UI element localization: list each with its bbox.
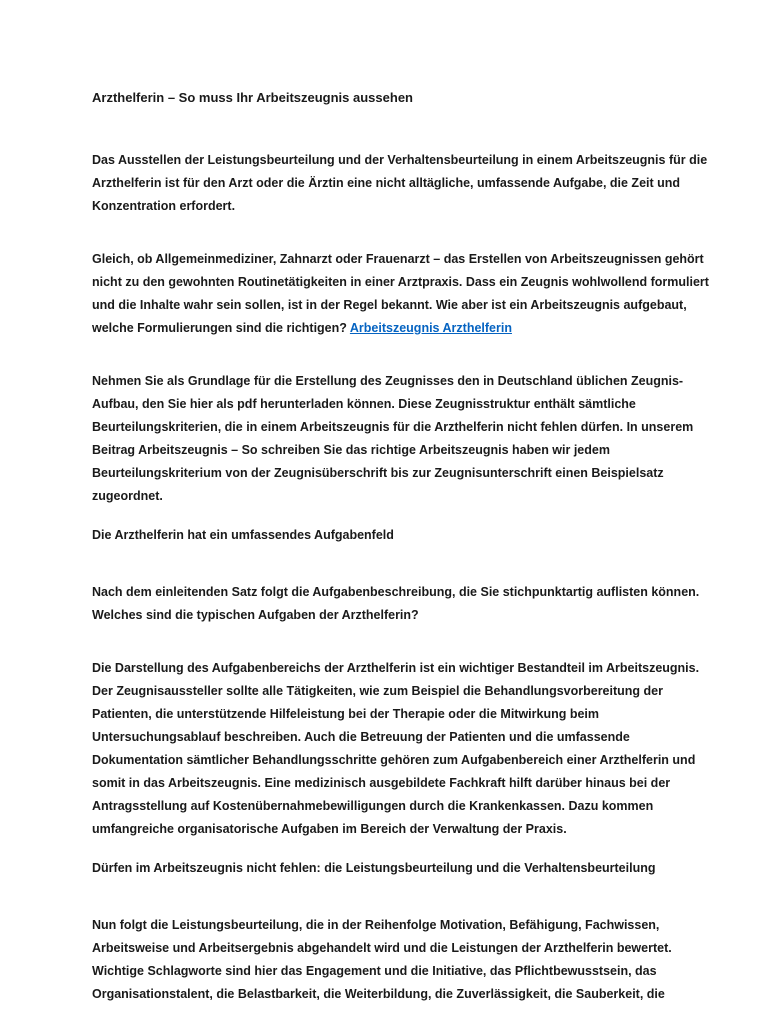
- document-content: [92, 86, 714, 1006]
- paragraph-creating-text: Gleich, ob Allgemeinmediziner, Zahnarzt oder Frauenarzt – das Erstellen von Arbeitszeugnissen gehört nicht zu den gewohnten Routinetätigkeiten in einer Arztpraxis. Dass ein Zeugnis wohlwollend formuliert und die Inhalte wahr sein sollen, ist in der Regel bekannt. Wie aber ist ein Arbeitszeugnis aufgebaut, welche Formulierungen sind die richtigen?: [92, 252, 709, 335]
- paragraph-tasks-detail: Die Darstellung des Aufgabenbereichs der Arzthelferin ist ein wichtiger Bestandteil im Arbeitszeugnis. Der Zeugnisaussteller sollte alle Tätigkeiten, wie zum Beispiel die Behandlungsvorbereitung der Patienten, die unterstützende Hilfeleistung bei der Therapie oder die Mitwirkung beim Untersuchungsablauf beschreiben. Auch die Betreuung der Patienten und die umfassende Dokumentation sämtlicher Behandlungsschritte gehören zum Aufgabenbereich einer Arzthelferin und somit in das Arbeitszeugnis. Eine medizinisch ausgebildete Fachkraft hilft darüber hinaus bei der Antragsstellung auf Kostenübernahmebewilligungen durch die Krankenkassen. Dazu kommen umfangreiche organisatorische Aufgaben im Bereich der Verwaltung der Praxis.: [92, 661, 700, 836]
- paragraph-intro: Das Ausstellen der Leistungsbeurteilung und der Verhaltensbeurteilung in einem Arbeitszeugnis für die Arzthelferin ist für den Arzt oder die Ärztin eine nicht alltägliche, umfassende Aufgabe, die Zeit und Konzentration erfordert.: [92, 153, 708, 213]
- arbeitszeugnis-arzthelferin-link[interactable]: Arbeitszeugnis Arzthelferin: [349, 321, 512, 335]
- paragraph-creating: [92, 248, 714, 340]
- paragraph-template: Nehmen Sie als Grundlage für die Erstellung des Zeugnisses den in Deutschland üblichen Zeugnis-Aufbau, den Sie hier als pdf herunterladen können. Diese Zeugnisstruktur enthält sämtliche Beurteilungskriterien, die in einem Arbeitszeugnis für die Arzthelferin nicht fehlen dürfen. In unserem Beitrag Arbeitszeugnis – So schreiben Sie das richtige Arbeitszeugnis haben wir jedem Beurteilungskriterium von der Zeugnisüberschrift bis zur Zeugnisunterschrift einen Beispielsatz zugeordnet.: [92, 374, 694, 503]
- paragraph-tasks-question: Nach dem einleitenden Satz folgt die Aufgabenbeschreibung, die Sie stichpunktartig auflisten können. Welches sind die typischen Aufgaben der Arzthelferin?: [92, 585, 700, 622]
- paragraph-assessment: Nun folgt die Leistungsbeurteilung, die in der Reihenfolge Motivation, Befähigung, Fachwissen, Arbeitsweise und Arbeitsergebnis abgehandelt wird und die Leistungen der Arzthelferin bewertet. Wichtige Schlagworte sind hier das Engagement und die Initiative, das Pflichtbewusstsein, das Organisationstalent, die Belastbarkeit, die Weiterbildung, die Zuverlässigkeit, die Sauberkeit, die: [92, 918, 672, 1001]
- document-title: Arzthelferin – So muss Ihr Arbeitszeugnis aussehen: [92, 90, 413, 105]
- heading-tasks: Die Arzthelferin hat ein umfassendes Aufgabenfeld: [92, 528, 394, 542]
- heading-assessment: Dürfen im Arbeitszeugnis nicht fehlen: die Leistungsbeurteilung und die Verhaltensbeurteilung: [92, 861, 656, 875]
